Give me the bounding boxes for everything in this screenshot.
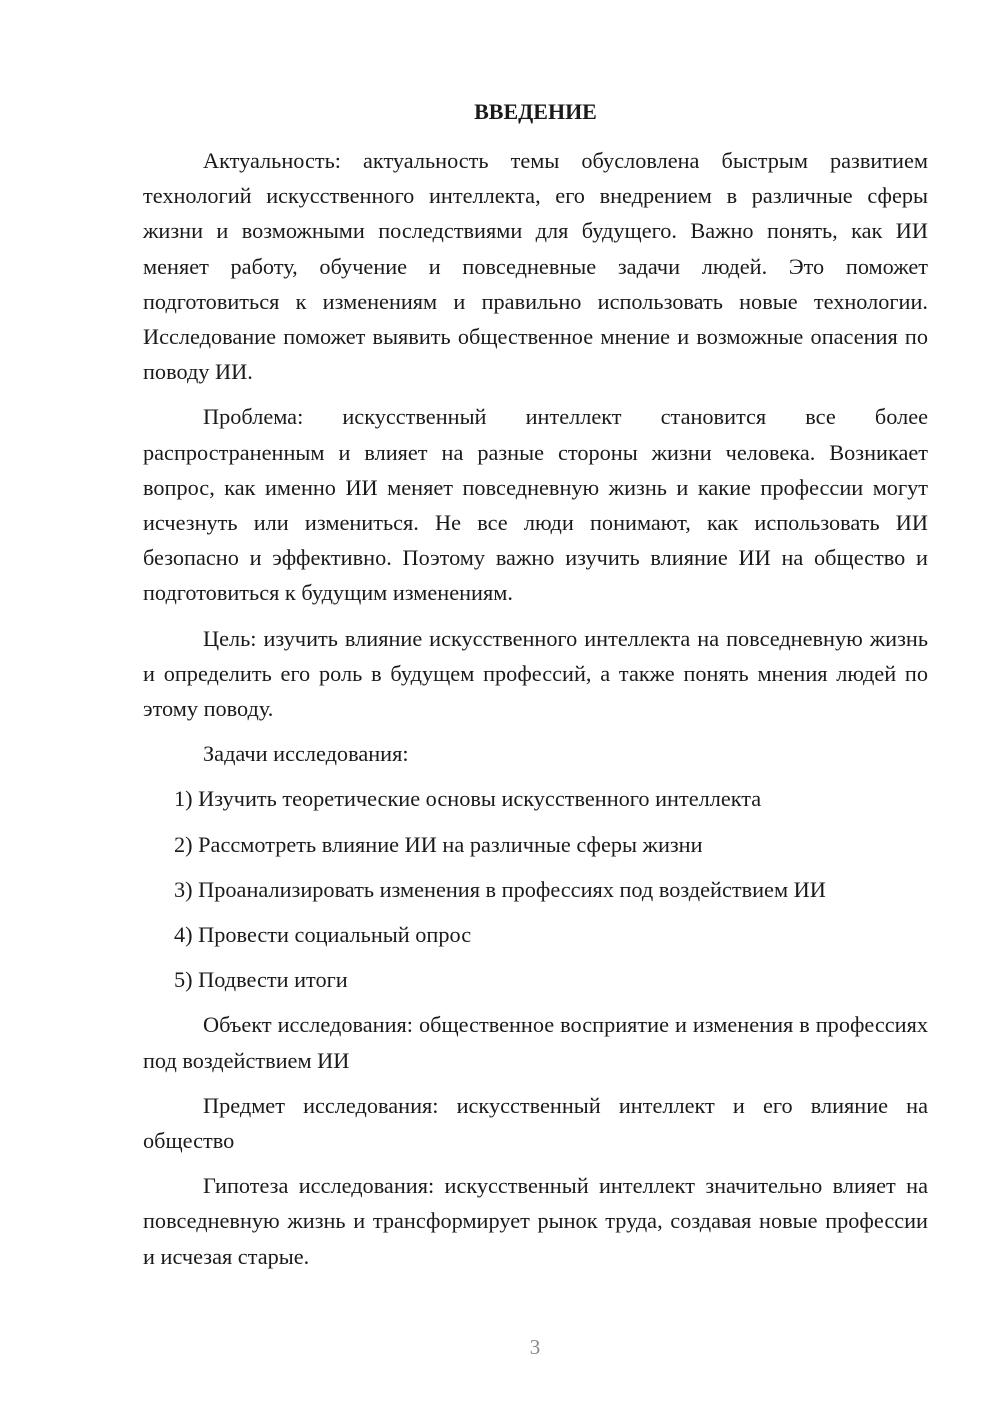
- list-item: 1) Изучить теоретические основы искусственного интеллекта: [174, 786, 762, 812]
- list-item: 3) Проанализировать изменения в профессиях под воздействием ИИ: [174, 876, 826, 902]
- page-title: ВВЕДЕНИЕ: [474, 99, 597, 124]
- problem-paragraph: Проблема: искусственный интеллект становится все более распространенным и влияет на разные стороны жизни человека. Возникает вопрос, как именно ИИ меняет повседневную жизнь и какие профессии могут исчезнуть или измениться. Не все люди понимают, как использовать ИИ безопасно и эффективно. Поэтому важно изучить влияние ИИ на общество и подготовиться к будущим изменениям.: [143, 404, 928, 606]
- page-number: 3: [529, 1335, 541, 1359]
- subject-paragraph: Предмет исследования: искусственный интеллект и его влияние на общество: [143, 1092, 928, 1154]
- goal-paragraph: Цель: изучить влияние искусственного интеллекта на повседневную жизнь и определить его роль в будущем профессий, а также понять мнения людей по этому поводу.: [143, 625, 928, 722]
- tasks-list: [143, 781, 928, 997]
- list-item: 5) Подвести итоги: [174, 967, 348, 993]
- hypothesis-paragraph: Гипотеза исследования: искусственный интеллект значительно влияет на повседневную жизнь и трансформирует рынок труда, создавая новые профессии и исчезая старые.: [143, 1173, 928, 1269]
- object-paragraph: Объект исследования: общественное восприятие и изменения в профессиях под воздействием ИИ: [143, 1012, 928, 1073]
- list-item: 4) Провести социальный опрос: [174, 922, 472, 948]
- list-item: 2) Рассмотреть влияние ИИ на различные сферы жизни: [174, 831, 703, 857]
- body-text: [143, 143, 928, 1284]
- relevance-paragraph: Актуальность: актуальность темы обусловлена быстрым развитием технологий искусственного интеллекта, его внедрением в различные сферы жизни и возможными последствиями для будущего. Важно понять, как ИИ меняет работу, обучение и повседневные задачи людей. Это поможет подготовиться к изменениям и правильно использовать новые технологии. Исследование поможет выявить общественное мнение и возможные опасения по поводу ИИ.: [143, 148, 928, 385]
- tasks-heading: Задачи исследования:: [203, 741, 409, 767]
